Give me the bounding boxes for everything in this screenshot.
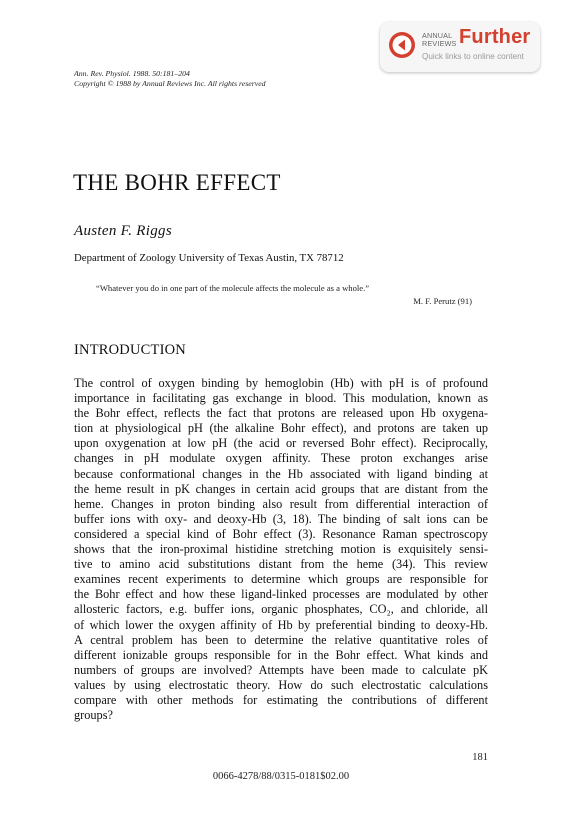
body-paragraph <box>74 376 488 723</box>
body-line: values by using electrostatic theory. How do such electrostatic calculations <box>74 677 488 692</box>
section-heading: INTRODUCTION <box>74 342 186 358</box>
body-line: of which lower the oxygen affinity of Hb by preferential binding to deoxy-Hb. <box>74 617 488 632</box>
body-line: examines recent experiments to determine which groups are responsible for <box>74 572 488 587</box>
body-line: allosteric factors, e.g. buffer ions, organic phosphates, CO₂, and chloride, all <box>74 602 488 617</box>
body-line: buffer ions with oxy- and deoxy-Hb (3, 18). The binding of salt ions can be <box>74 511 488 526</box>
badge-tagline: Quick links to online content <box>422 52 524 61</box>
body-line: changes in pH modulate oxygen affinity. These proton exchanges arise <box>74 451 488 466</box>
body-line: shows that the iron-proximal histidine stretching motion is exquisitely sensi- <box>74 542 488 557</box>
footer-code: 0066-4278/88/0315-0181$02.00 <box>212 771 350 782</box>
journal-citation <box>74 69 266 89</box>
body-line: considered a special kind of Bohr effect (3). Resonance Raman spectroscopy <box>74 526 488 541</box>
article-title: THE BOHR EFFECT <box>73 170 281 195</box>
body-line: the heme result in pK changes in certain acid groups that are distant from the <box>74 481 488 496</box>
body-line: importance in facilitating gas exchange in blood. This modulation, known as <box>74 391 488 406</box>
citation-line: Ann. Rev. Physiol. 1988. 50:181–204 <box>74 69 190 78</box>
body-line: A central problem has been to determine the relative quantitative roles of <box>74 632 488 647</box>
body-line: tive to amino acid substitutions distant from the heme (34). This review <box>74 557 488 572</box>
further-wordmark: Further <box>459 26 531 48</box>
page-number: 181 <box>472 752 488 763</box>
epigraph-quote: “Whatever you do in one part of the molecule affects the molecule as a whole.” <box>96 283 370 293</box>
body-line: heme. Changes in proton binding also result from differential interaction of <box>74 496 488 511</box>
body-line: compare with other methods for estimating the contributions of different <box>74 692 488 707</box>
epigraph-attribution: M. F. Perutz (91) <box>413 296 472 306</box>
annual-reviews-label: ANNUAL REVIEWS <box>422 31 457 48</box>
body-line: different ionizable groups responsible for in the Bohr effect. What kinds and <box>74 647 488 662</box>
body-line: because conformational changes in the Hb associated with ligand binding at <box>74 466 488 481</box>
body-line: tion at physiological pH (the alkaline Bohr effect), and protons are taken up <box>74 421 488 436</box>
body-line: The control of oxygen binding by hemoglobin (Hb) with pH is of profound <box>74 376 488 390</box>
body-line-last: groups? <box>74 708 113 723</box>
author-name: Austen F. Riggs <box>74 223 172 239</box>
copyright-line: Copyright © 1988 by Annual Reviews Inc. All rights reserved <box>74 79 266 88</box>
body-line: the Bohr effect, reflects the fact that protons are released upon Hb oxygena- <box>74 406 488 421</box>
play-arrow-icon <box>388 31 416 59</box>
annual-reviews-further-badge[interactable] <box>380 22 540 72</box>
author-affiliation: Department of Zoology University of Texas Austin, TX 78712 <box>74 252 344 264</box>
body-line: upon oxygenation at low pH (the acid or reversed Bohr effect). Reciprocally, <box>74 436 488 451</box>
body-line: the Bohr effect and how these ligand-linked processes are modulated by other <box>74 587 488 602</box>
body-line: numbers of groups are involved? Attempts have been made to calculate pK <box>74 662 488 677</box>
